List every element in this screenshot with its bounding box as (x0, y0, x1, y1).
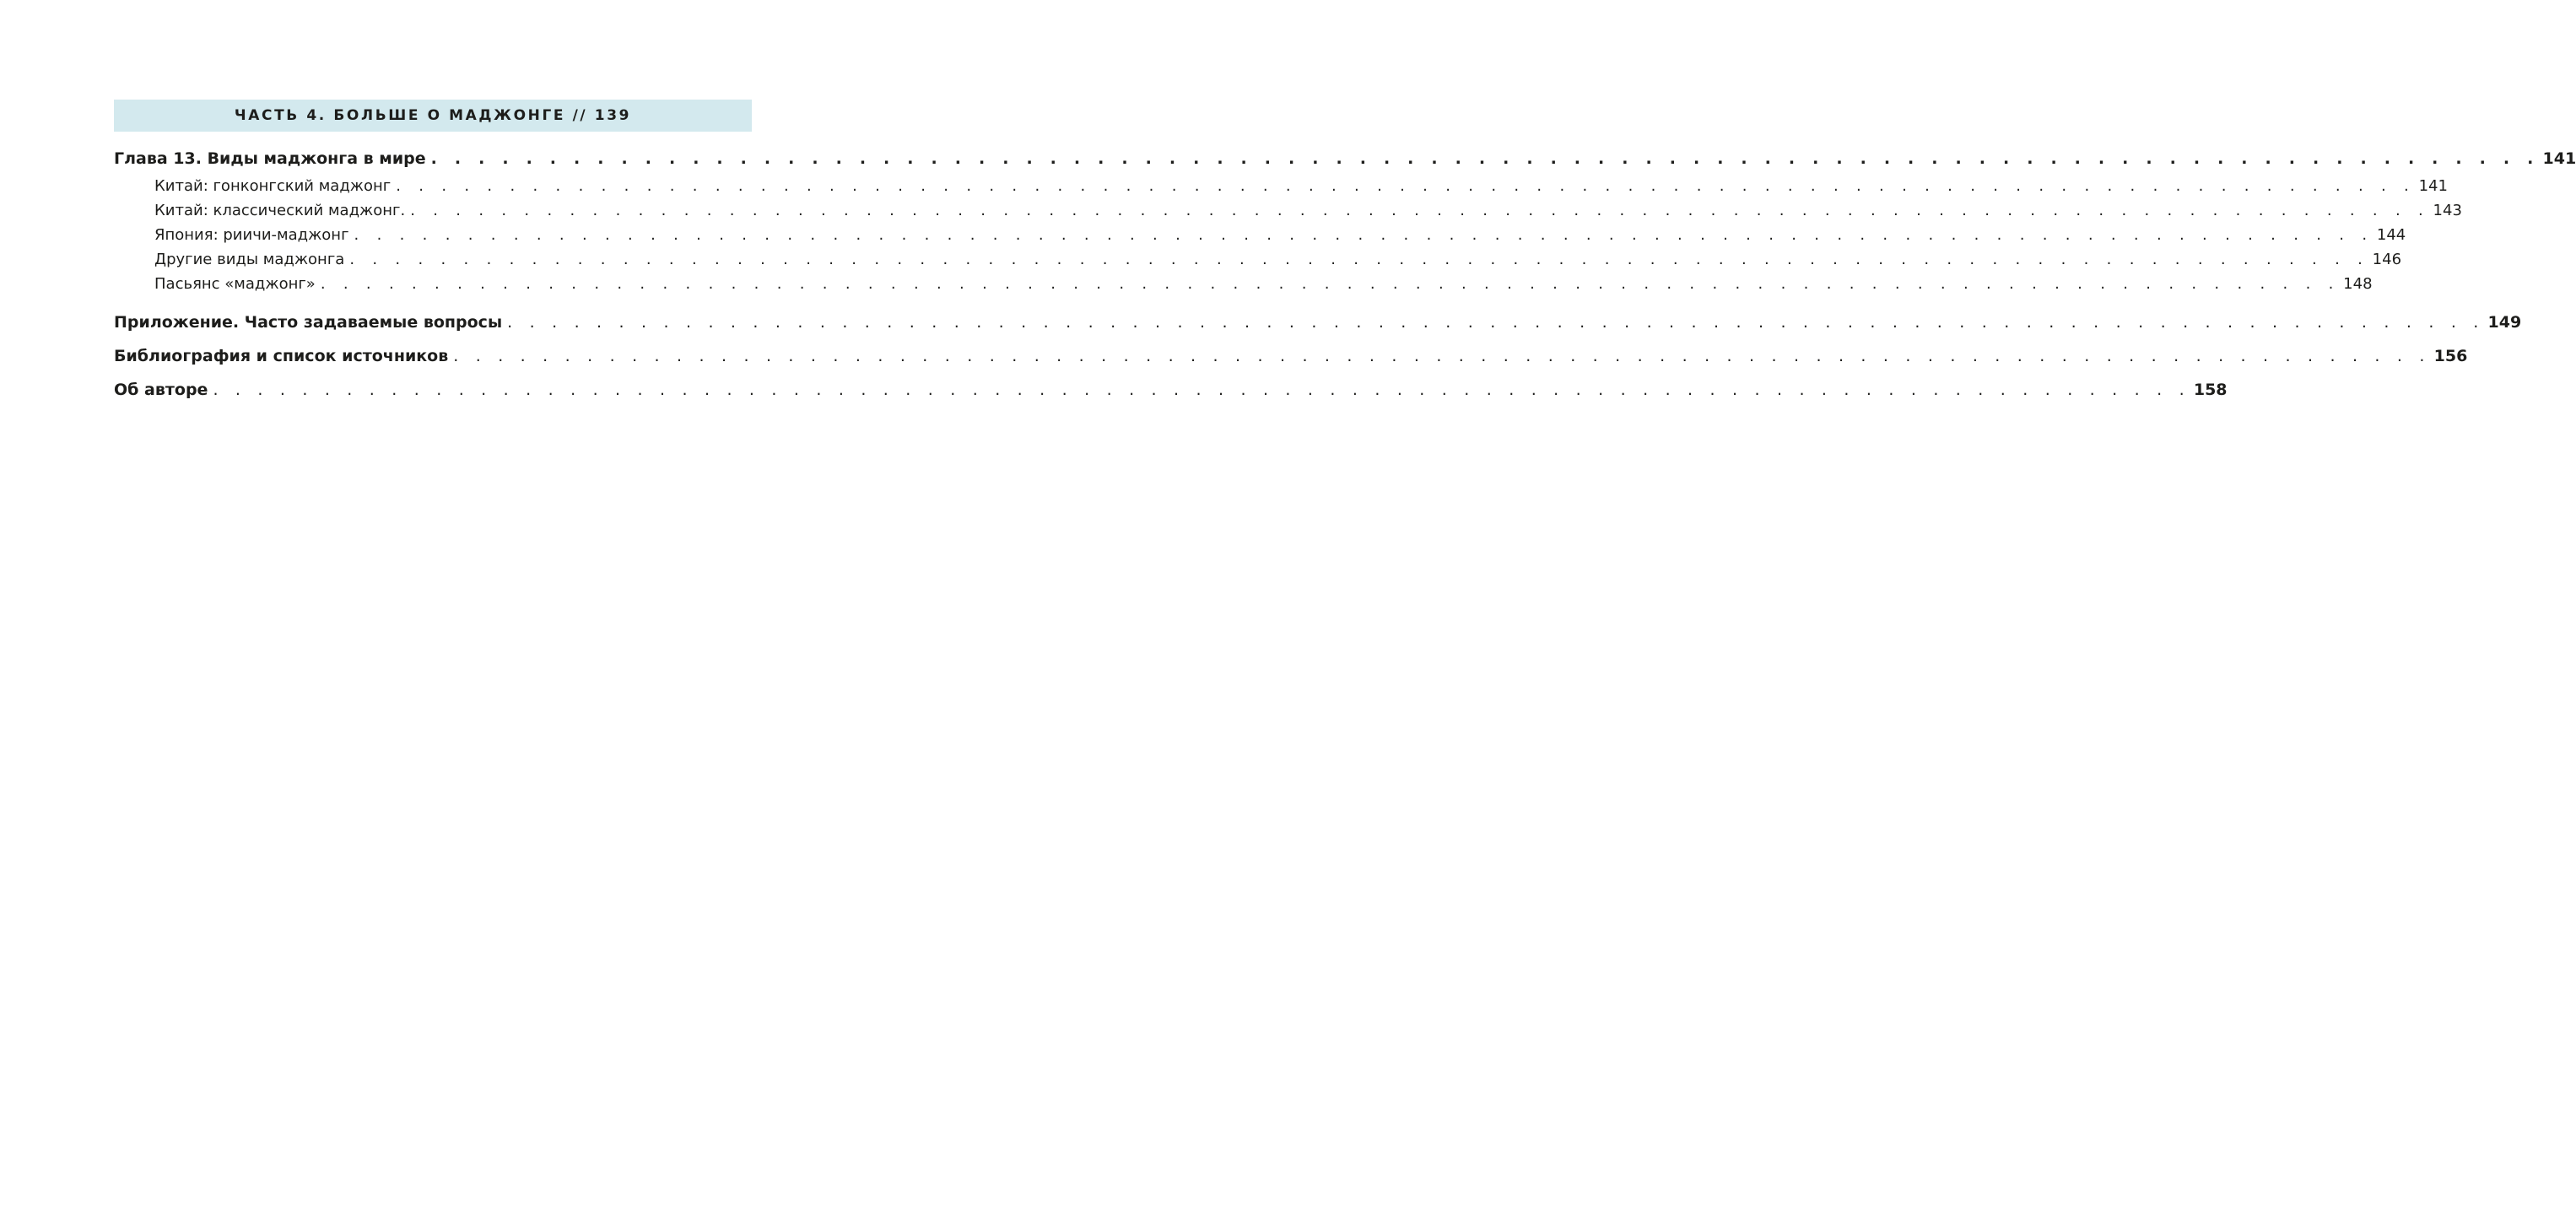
dot-leader: . . . . . . . . . . . . . . . . . . . . . . . . . . . . . . . . . . . . . . . . . . . . . . . . . . . . . . . . . . . . . . . . . . . . . . . . . . . . . . . . . . . . . . . . . (320, 275, 2341, 293)
toc-entry-title: Приложение. Часто задаваемые вопросы (114, 313, 503, 332)
dot-leader: . . . . . . . . . . . . . . . . . . . . . . . . . . . . . . . . . . . . . . . . . . . . . . . . . . . . . . . . . . . . . . . . . . . . . . . . . . . . . . . . . . . . . . . . . (213, 381, 2190, 399)
toc-entry-title: Китай: классический маджонг. (154, 202, 406, 219)
toc-entry-page: 143 (2433, 202, 2462, 219)
toc-entry-page: 149 (2487, 313, 2522, 332)
toc-entry-page: 144 (2376, 226, 2406, 244)
spacer (114, 296, 752, 305)
table-of-contents (114, 143, 2576, 407)
toc-entry-page: 141 (2542, 149, 2576, 168)
toc-entry-page: 146 (2372, 251, 2402, 268)
dot-leader: . . . . . . . . . . . . . . . . . . . . . . . . . . . . . . . . . . . . . . . . . . . . . . . . . . . . . . . . . . . . . . . . . . . . . . . . . . . . . . . . . . . . . . . . . (507, 313, 2485, 332)
toc-entry-page: 148 (2343, 275, 2373, 293)
toc-entry-title: Библиография и список источников (114, 347, 449, 365)
toc-section[interactable] (114, 174, 2448, 198)
dot-leader: . . . . . . . . . . . . . . . . . . . . . . . . . . . . . . . . . . . . . . . . . . . . . . . . . . . . . . . . . . . . . . . . . . . . . . . . . . . . . . . . . . . . . . . . . (410, 202, 2430, 219)
dot-leader: . . . . . . . . . . . . . . . . . . . . . . . . . . . . . . . . . . . . . . . . . . . . . . . . . . . . . . . . . . . . . . . . . . . . . . . . . . . . . . . . . . . . . . . . . (453, 347, 2431, 365)
toc-section[interactable] (114, 272, 2373, 296)
dot-leader: . . . . . . . . . . . . . . . . . . . . . . . . . . . . . . . . . . . . . . . . . . . . . . . . . . . . . . . . . . . . . . . . . . . . . . . . . . . . . . . . . . . . . . . . . (349, 251, 2369, 268)
toc-entry-title: Другие виды маджонга (154, 251, 345, 268)
toc-entry-page: 158 (2193, 381, 2228, 399)
toc-section[interactable] (114, 247, 2402, 272)
toc-entry-title: Япония: риичи-маджонг (154, 226, 349, 244)
toc-chapter-13[interactable] (114, 143, 2576, 174)
dot-leader: . . . . . . . . . . . . . . . . . . . . . . . . . . . . . . . . . . . . . . . . . . . . . . . . . . . . . . . . . . . . . . . . . . . . . . . . . . . . . . . . . . . . . . . . . (430, 149, 2540, 168)
toc-entry-page: 156 (2433, 347, 2468, 365)
dot-leader: . . . . . . . . . . . . . . . . . . . . . . . . . . . . . . . . . . . . . . . . . . . . . . . . . . . . . . . . . . . . . . . . . . . . . . . . . . . . . . . . . . . . . . . . . (354, 226, 2373, 244)
dot-leader: . . . . . . . . . . . . . . . . . . . . . . . . . . . . . . . . . . . . . . . . . . . . . . . . . . . . . . . . . . . . . . . . . . . . . . . . . . . . . . . . . . . . . . . . . (396, 177, 2416, 195)
part-header-title: ЧАСТЬ 4. БОЛЬШЕ О МАДЖОНГЕ // 139 (234, 107, 632, 124)
toc-about-author[interactable] (114, 373, 2228, 407)
toc-entry-title: Глава 13. Виды маджонга в мире (114, 149, 426, 168)
toc-entry-title: Пасьянс «маджонг» (154, 275, 316, 293)
toc-section[interactable] (114, 198, 2462, 223)
toc-appendix[interactable] (114, 305, 2522, 339)
toc-entry-page: 141 (2418, 177, 2448, 195)
part-header (114, 100, 752, 132)
toc-section[interactable] (114, 223, 2406, 247)
toc-entry-title: Об авторе (114, 381, 208, 399)
toc-bibliography[interactable] (114, 339, 2468, 373)
toc-entry-title: Китай: гонконгский маджонг (154, 177, 392, 195)
